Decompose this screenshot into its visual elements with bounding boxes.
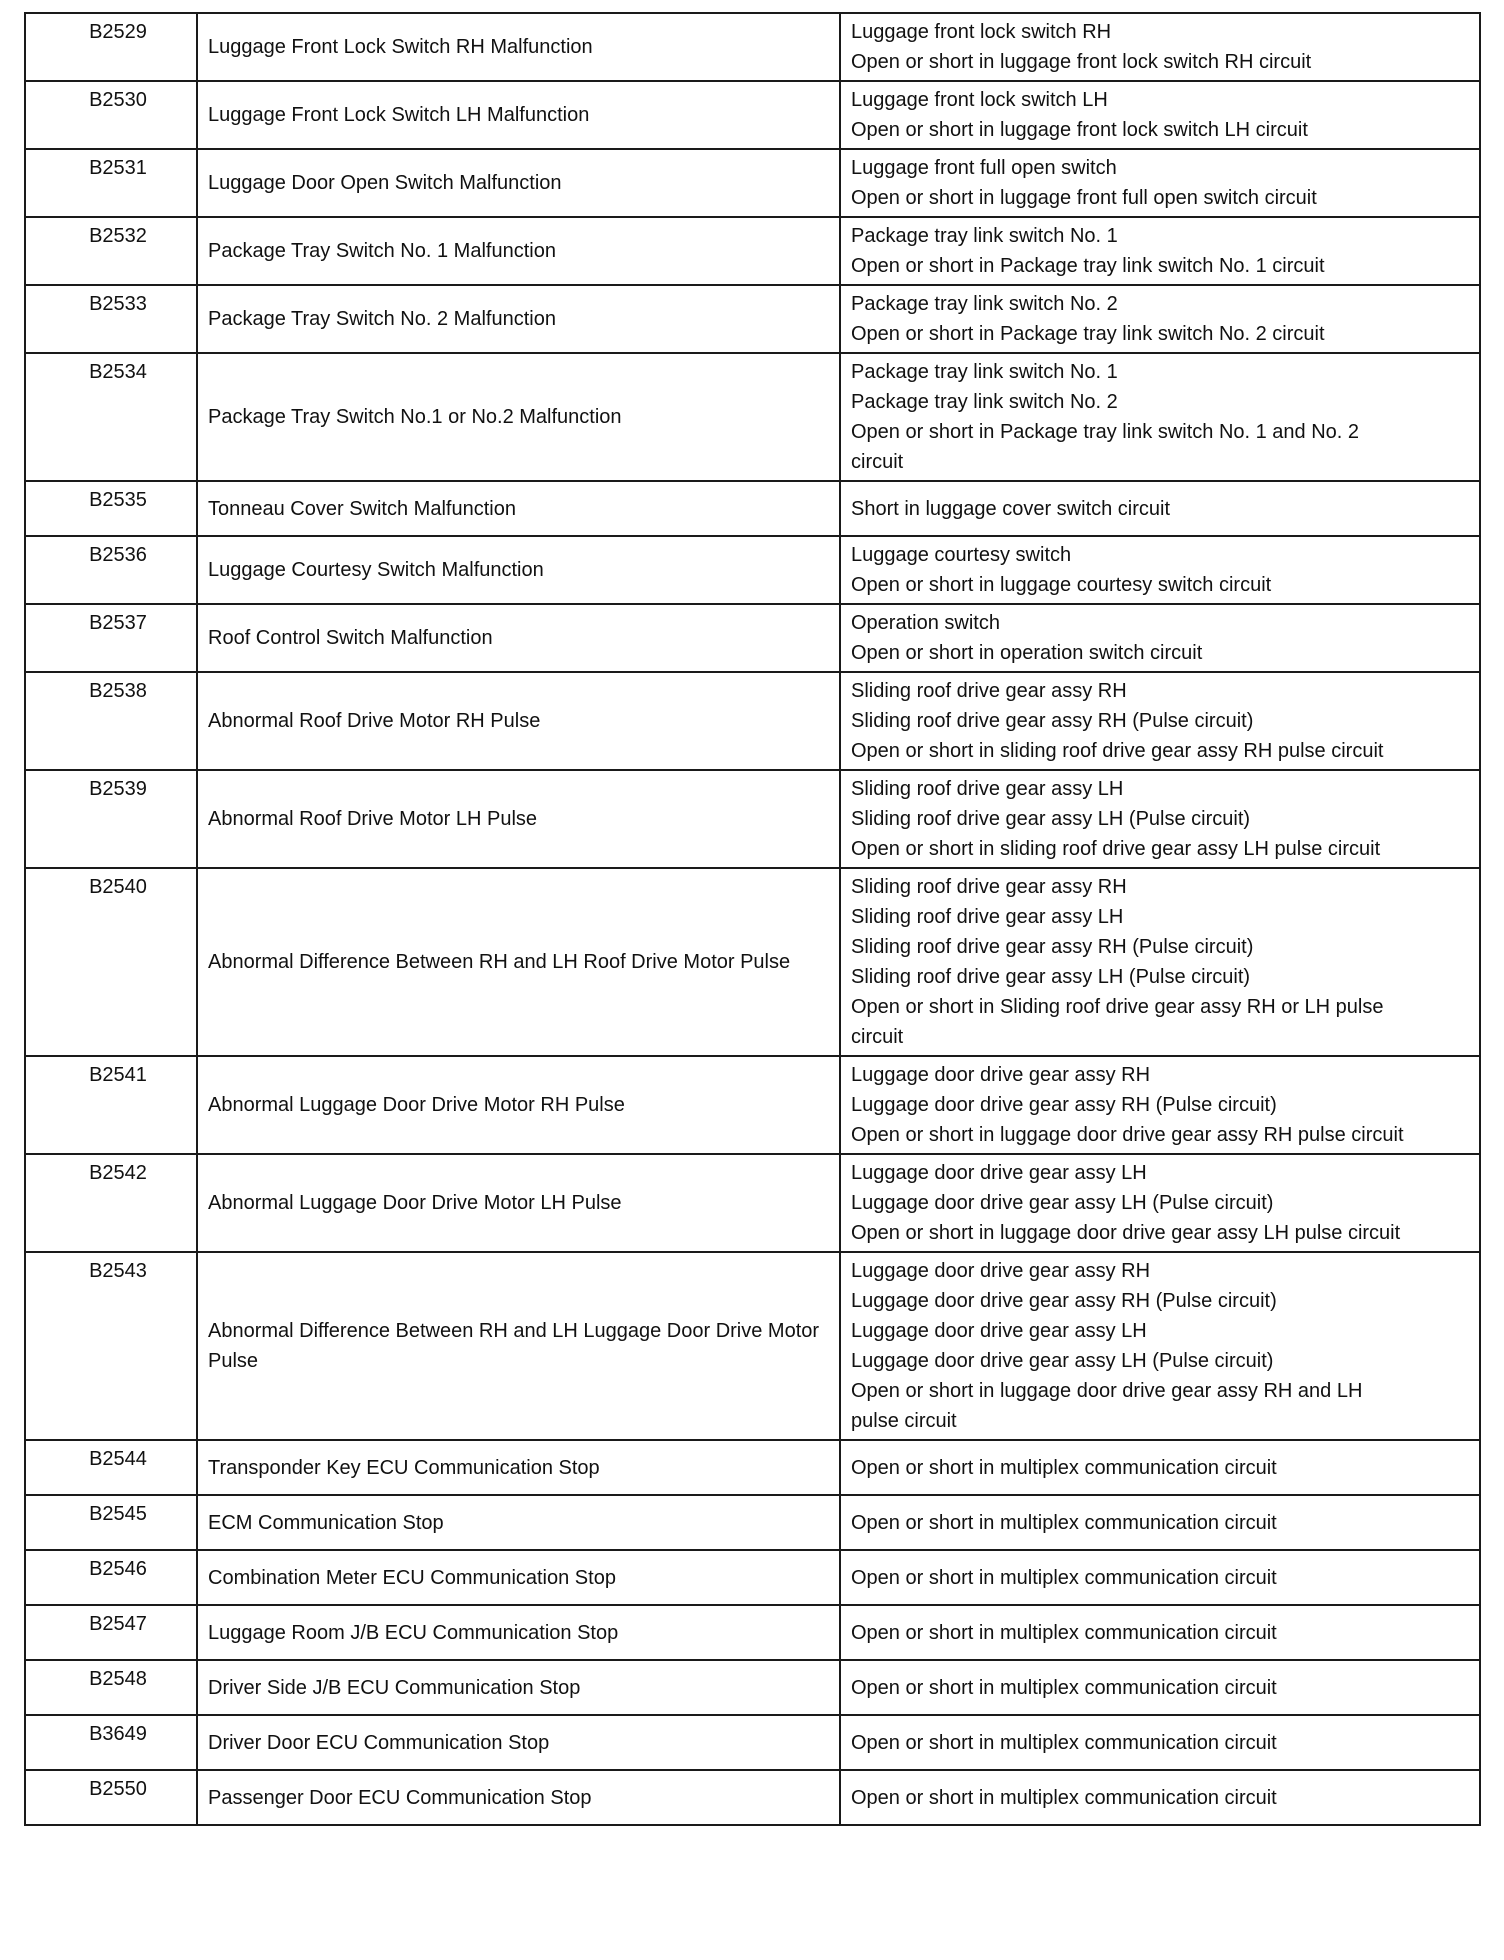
detection-item: Driver Door ECU Communication Stop	[197, 1715, 840, 1770]
detection-item: Combination Meter ECU Communication Stop	[197, 1550, 840, 1605]
dtc-code-cell	[25, 81, 197, 149]
dtc-code: B2529	[89, 21, 147, 43]
detection-item: Abnormal Roof Drive Motor RH Pulse	[197, 672, 840, 770]
dtc-code: B2547	[89, 1613, 147, 1635]
dtc-code-cell	[25, 1495, 197, 1550]
dtc-code-cell	[25, 217, 197, 285]
trouble-area-cell	[840, 1440, 1480, 1495]
trouble-area-line: Open or short in luggage door drive gear assy RH and LH	[851, 1380, 1363, 1402]
trouble-area-line: Luggage door drive gear assy LH (Pulse circuit)	[851, 1350, 1274, 1372]
detection-item: Passenger Door ECU Communication Stop	[197, 1770, 840, 1825]
trouble-area-line: Sliding roof drive gear assy LH (Pulse circuit)	[851, 966, 1251, 988]
table-row	[25, 1715, 1480, 1770]
dtc-code-cell	[25, 1550, 197, 1605]
trouble-area-line: Open or short in multiplex communication circuit	[851, 1566, 1277, 1589]
table-row	[25, 149, 1480, 217]
detection-item: Abnormal Luggage Door Drive Motor RH Pulse	[197, 1056, 840, 1154]
dtc-code: B2541	[89, 1064, 147, 1086]
trouble-area-line: Package tray link switch No. 2	[851, 391, 1118, 413]
trouble-area-line: Open or short in multiplex communication circuit	[851, 1731, 1277, 1754]
trouble-area-line: Open or short in sliding roof drive gear assy LH pulse circuit	[851, 838, 1381, 860]
dtc-code: B2532	[89, 225, 147, 247]
trouble-area-cell	[840, 13, 1480, 81]
dtc-code: B3649	[89, 1723, 147, 1745]
trouble-area-line: Package tray link switch No. 1	[851, 225, 1118, 247]
dtc-code-cell	[25, 1605, 197, 1660]
dtc-code-cell	[25, 1715, 197, 1770]
trouble-area-cell	[840, 604, 1480, 672]
detection-item: Package Tray Switch No. 1 Malfunction	[197, 217, 840, 285]
dtc-code: B2548	[89, 1668, 147, 1690]
dtc-code: B2535	[89, 489, 147, 511]
trouble-area-line: pulse circuit	[851, 1410, 957, 1432]
detection-item: Transponder Key ECU Communication Stop	[197, 1440, 840, 1495]
trouble-area-line: Luggage front lock switch LH	[851, 89, 1108, 111]
table-row	[25, 353, 1480, 481]
trouble-area-cell	[840, 672, 1480, 770]
trouble-area-line: Open or short in Sliding roof drive gear assy RH or LH pulse	[851, 996, 1384, 1018]
detection-item: Package Tray Switch No. 2 Malfunction	[197, 285, 840, 353]
trouble-area-line: Open or short in multiplex communication circuit	[851, 1511, 1277, 1534]
dtc-table	[24, 12, 1481, 1826]
dtc-code-cell	[25, 1440, 197, 1495]
table-row	[25, 1056, 1480, 1154]
dtc-code: B2539	[89, 778, 147, 800]
trouble-area-line: Open or short in sliding roof drive gear assy RH pulse circuit	[851, 740, 1384, 762]
table-row	[25, 1770, 1480, 1825]
trouble-area-line: Luggage front lock switch RH	[851, 21, 1112, 43]
dtc-code: B2544	[89, 1448, 147, 1470]
trouble-area-line: Sliding roof drive gear assy LH	[851, 906, 1124, 928]
dtc-code-cell	[25, 868, 197, 1056]
dtc-code-cell	[25, 1154, 197, 1252]
trouble-area-line: Sliding roof drive gear assy RH (Pulse circuit)	[851, 710, 1254, 732]
trouble-area-cell	[840, 217, 1480, 285]
trouble-area-cell	[840, 1715, 1480, 1770]
trouble-area-line: Luggage door drive gear assy LH	[851, 1320, 1147, 1342]
trouble-area-line: Luggage front full open switch	[851, 157, 1117, 179]
trouble-area-line: Luggage door drive gear assy RH	[851, 1064, 1151, 1086]
dtc-code: B2546	[89, 1558, 147, 1580]
table-row	[25, 1252, 1480, 1440]
trouble-area-line: Open or short in operation switch circuit	[851, 642, 1203, 664]
trouble-area-line: Luggage courtesy switch	[851, 544, 1072, 566]
dtc-code-cell	[25, 536, 197, 604]
detection-item: Luggage Front Lock Switch LH Malfunction	[197, 81, 840, 149]
trouble-area-cell	[840, 285, 1480, 353]
trouble-area-cell	[840, 1154, 1480, 1252]
table-row	[25, 1660, 1480, 1715]
table-row	[25, 217, 1480, 285]
trouble-area-line: Luggage door drive gear assy LH (Pulse circuit)	[851, 1192, 1274, 1214]
table-row	[25, 604, 1480, 672]
detection-item: Abnormal Luggage Door Drive Motor LH Pulse	[197, 1154, 840, 1252]
table-row	[25, 1440, 1480, 1495]
trouble-area-line: Open or short in luggage front full open switch circuit	[851, 187, 1317, 209]
trouble-area-line: Open or short in multiplex communication circuit	[851, 1456, 1277, 1479]
trouble-area-line: Open or short in Package tray link switch No. 1 and No. 2	[851, 421, 1360, 443]
dtc-code: B2536	[89, 544, 147, 566]
trouble-area-line: Luggage door drive gear assy RH	[851, 1260, 1151, 1282]
trouble-area-line: Luggage door drive gear assy LH	[851, 1162, 1147, 1184]
trouble-area-line: Sliding roof drive gear assy RH (Pulse circuit)	[851, 936, 1254, 958]
trouble-area-line: Open or short in luggage front lock switch LH circuit	[851, 119, 1308, 141]
table-row	[25, 285, 1480, 353]
dtc-code: B2542	[89, 1162, 147, 1184]
trouble-area-line: Open or short in luggage door drive gear assy LH pulse circuit	[851, 1222, 1401, 1244]
dtc-code: B2543	[89, 1260, 147, 1282]
trouble-area-cell	[840, 353, 1480, 481]
dtc-table-body	[25, 13, 1480, 1825]
trouble-area-cell	[840, 1550, 1480, 1605]
trouble-area-line: circuit	[851, 451, 904, 473]
trouble-area-line: Luggage door drive gear assy RH (Pulse circuit)	[851, 1290, 1277, 1312]
table-row	[25, 1605, 1480, 1660]
trouble-area-cell	[840, 868, 1480, 1056]
detection-item: Tonneau Cover Switch Malfunction	[197, 481, 840, 536]
trouble-area-line: Operation switch	[851, 612, 1000, 634]
detection-item: ECM Communication Stop	[197, 1495, 840, 1550]
detection-item: Abnormal Difference Between RH and LH Luggage Door Drive Motor Pulse	[197, 1252, 840, 1440]
dtc-code-cell	[25, 604, 197, 672]
dtc-code: B2550	[89, 1778, 147, 1800]
trouble-area-line: Open or short in multiplex communication circuit	[851, 1621, 1277, 1644]
trouble-area-cell	[840, 1056, 1480, 1154]
trouble-area-line: Package tray link switch No. 1	[851, 361, 1118, 383]
trouble-area-line: Open or short in multiplex communication circuit	[851, 1786, 1277, 1809]
detection-item: Roof Control Switch Malfunction	[197, 604, 840, 672]
trouble-area-line: Sliding roof drive gear assy RH	[851, 876, 1127, 898]
table-row	[25, 481, 1480, 536]
trouble-area-line: Open or short in luggage door drive gear assy RH pulse circuit	[851, 1124, 1404, 1146]
trouble-area-line: Sliding roof drive gear assy RH	[851, 680, 1127, 702]
trouble-area-line: Package tray link switch No. 2	[851, 293, 1118, 315]
trouble-area-cell	[840, 1605, 1480, 1660]
detection-item: Abnormal Roof Drive Motor LH Pulse	[197, 770, 840, 868]
table-row	[25, 1154, 1480, 1252]
detection-item: Luggage Door Open Switch Malfunction	[197, 149, 840, 217]
trouble-area-line: Luggage door drive gear assy RH (Pulse circuit)	[851, 1094, 1277, 1116]
detection-item: Driver Side J/B ECU Communication Stop	[197, 1660, 840, 1715]
trouble-area-line: Sliding roof drive gear assy LH (Pulse circuit)	[851, 808, 1251, 830]
dtc-code: B2534	[89, 361, 147, 383]
dtc-code-cell	[25, 481, 197, 536]
trouble-area-cell	[840, 1252, 1480, 1440]
trouble-area-cell	[840, 1495, 1480, 1550]
trouble-area-line: Open or short in Package tray link switch No. 1 circuit	[851, 255, 1325, 277]
trouble-area-cell	[840, 1660, 1480, 1715]
dtc-code-cell	[25, 285, 197, 353]
dtc-code: B2530	[89, 89, 147, 111]
dtc-code: B2533	[89, 293, 147, 315]
trouble-area-line: Open or short in luggage courtesy switch circuit	[851, 574, 1272, 596]
table-row	[25, 1495, 1480, 1550]
table-row	[25, 672, 1480, 770]
dtc-code-cell	[25, 1660, 197, 1715]
dtc-code-cell	[25, 1770, 197, 1825]
dtc-code-cell	[25, 13, 197, 81]
dtc-code-cell	[25, 770, 197, 868]
dtc-table-page	[24, 12, 1479, 1826]
trouble-area-line: circuit	[851, 1026, 904, 1048]
table-row	[25, 1550, 1480, 1605]
table-row	[25, 81, 1480, 149]
trouble-area-line: Open or short in multiplex communication circuit	[851, 1676, 1277, 1699]
trouble-area-cell	[840, 770, 1480, 868]
trouble-area-cell	[840, 1770, 1480, 1825]
trouble-area-line: Short in luggage cover switch circuit	[851, 497, 1171, 520]
trouble-area-cell	[840, 149, 1480, 217]
dtc-code-cell	[25, 353, 197, 481]
dtc-code: B2538	[89, 680, 147, 702]
trouble-area-line: Open or short in luggage front lock switch RH circuit	[851, 51, 1312, 73]
table-row	[25, 770, 1480, 868]
detection-item: Luggage Courtesy Switch Malfunction	[197, 536, 840, 604]
table-row	[25, 536, 1480, 604]
dtc-code-cell	[25, 1252, 197, 1440]
detection-item: Luggage Room J/B ECU Communication Stop	[197, 1605, 840, 1660]
detection-item: Package Tray Switch No.1 or No.2 Malfunction	[197, 353, 840, 481]
trouble-area-cell	[840, 481, 1480, 536]
dtc-code-cell	[25, 672, 197, 770]
dtc-code: B2531	[89, 157, 147, 179]
dtc-code: B2540	[89, 876, 147, 898]
dtc-code: B2537	[89, 612, 147, 634]
dtc-code-cell	[25, 149, 197, 217]
trouble-area-cell	[840, 536, 1480, 604]
trouble-area-line: Open or short in Package tray link switch No. 2 circuit	[851, 323, 1325, 345]
trouble-area-line: Sliding roof drive gear assy LH	[851, 778, 1124, 800]
detection-item: Abnormal Difference Between RH and LH Roof Drive Motor Pulse	[197, 868, 840, 1056]
table-row	[25, 868, 1480, 1056]
table-row	[25, 13, 1480, 81]
dtc-code-cell	[25, 1056, 197, 1154]
trouble-area-cell	[840, 81, 1480, 149]
detection-item: Luggage Front Lock Switch RH Malfunction	[197, 13, 840, 81]
dtc-code: B2545	[89, 1503, 147, 1525]
